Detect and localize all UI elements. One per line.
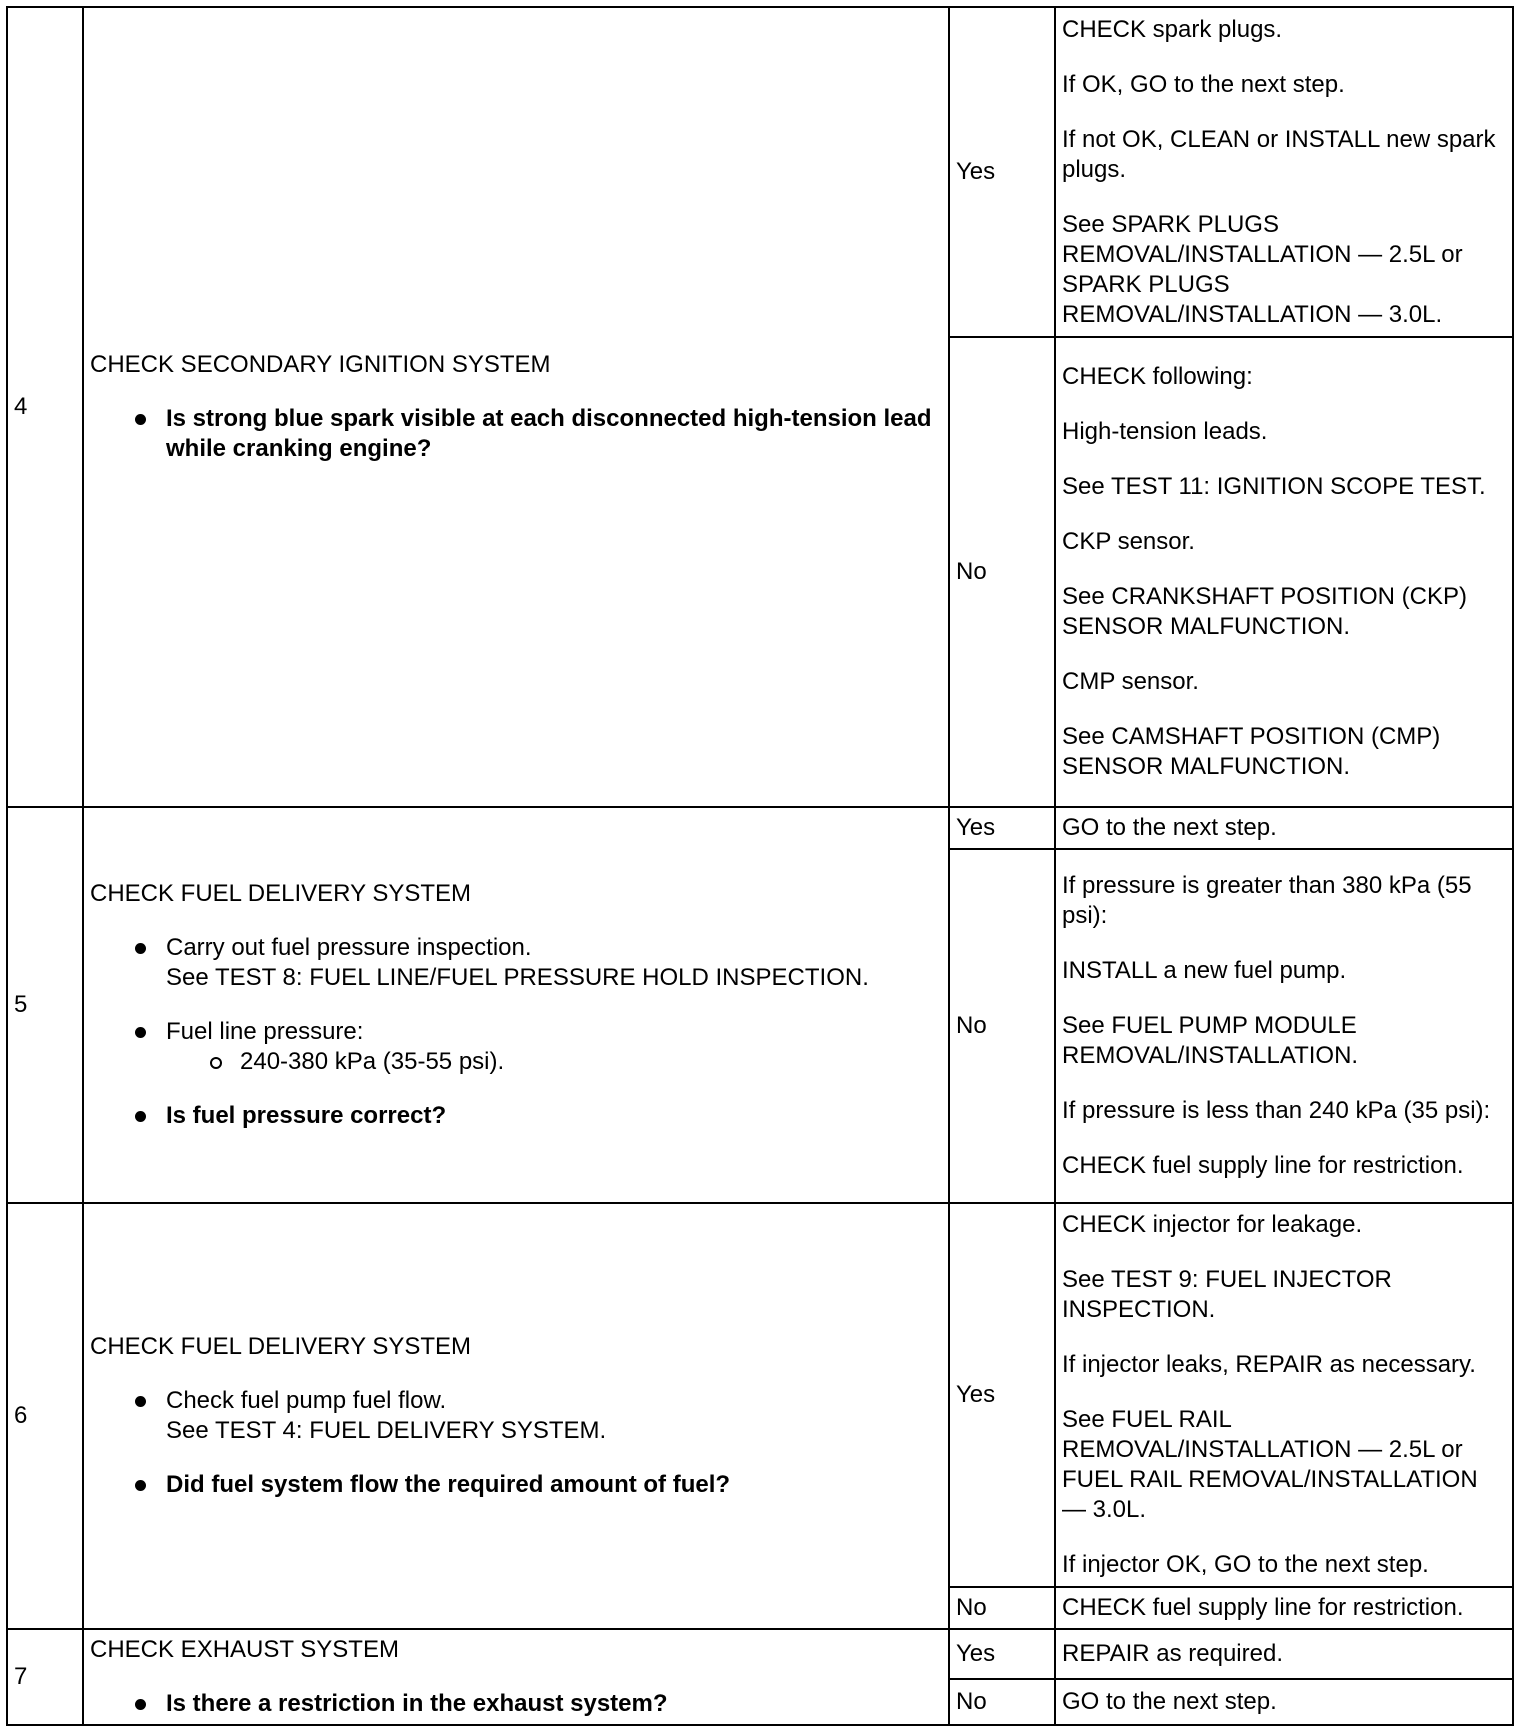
- step-question-cell: [83, 1203, 949, 1629]
- answer-yes: Yes: [949, 1203, 1055, 1587]
- step-heading: CHECK FUEL DELIVERY SYSTEM: [90, 880, 471, 907]
- action-line: See FUEL RAIL REMOVAL/INSTALLATION — 2.5L or FUEL RAIL REMOVAL/INSTALLATION — 3.0L.: [1062, 1406, 1478, 1523]
- action-line: CHECK fuel supply line for restriction.: [1062, 1594, 1464, 1621]
- question-text: Is there a restriction in the exhaust system?: [166, 1690, 668, 1717]
- step-question-cell: [83, 807, 949, 1203]
- reference-note: See TEST 8: FUEL LINE/FUEL PRESSURE HOLD INSPECTION.: [166, 964, 869, 991]
- action-no: [1055, 337, 1513, 807]
- action-line: If pressure is greater than 380 kPa (55 psi):: [1062, 872, 1472, 929]
- answer-yes: Yes: [949, 1629, 1055, 1679]
- action-yes: [1055, 1629, 1513, 1679]
- action-line: CHECK fuel supply line for restriction.: [1062, 1152, 1464, 1179]
- step-number: 4: [7, 7, 83, 807]
- step-number: 6: [7, 1203, 83, 1629]
- action-yes: [1055, 7, 1513, 337]
- action-line: CHECK injector for leakage.: [1062, 1211, 1363, 1238]
- step-question-cell: [83, 7, 949, 807]
- instruction-bullet: [90, 1386, 942, 1416]
- instruction-text: Check fuel pump fuel flow.: [166, 1387, 447, 1414]
- action-no: [1055, 1679, 1513, 1725]
- action-line: GO to the next step.: [1062, 814, 1277, 841]
- bullet-icon: [135, 1396, 146, 1407]
- bullet-icon: [135, 1027, 146, 1038]
- bullet-icon: [135, 943, 146, 954]
- action-line: REPAIR as required.: [1062, 1640, 1283, 1667]
- step-heading: CHECK EXHAUST SYSTEM: [90, 1636, 399, 1663]
- bullet-icon: [135, 414, 146, 425]
- question-bullet: [90, 1689, 942, 1719]
- action-no: [1055, 1587, 1513, 1629]
- diagnostic-table: [6, 6, 1514, 1726]
- instruction-bullet: [90, 1017, 942, 1047]
- action-line: See CRANKSHAFT POSITION (CKP) SENSOR MALFUNCTION.: [1062, 583, 1467, 640]
- action-line: If injector leaks, REPAIR as necessary.: [1062, 1351, 1476, 1378]
- action-line: CMP sensor.: [1062, 668, 1199, 695]
- step-number: 7: [7, 1629, 83, 1725]
- table-row-step-6: [7, 1203, 1513, 1587]
- action-line: See TEST 9: FUEL INJECTOR INSPECTION.: [1062, 1266, 1392, 1323]
- action-line: See SPARK PLUGS REMOVAL/INSTALLATION — 2.5L or SPARK PLUGS REMOVAL/INSTALLATION — 3.0L.: [1062, 210, 1463, 328]
- action-line: High-tension leads.: [1062, 418, 1268, 445]
- action-line: If OK, GO to the next step.: [1062, 70, 1345, 98]
- bullet-icon: [135, 1480, 146, 1491]
- action-line: See TEST 11: IGNITION SCOPE TEST.: [1062, 473, 1486, 500]
- spec-text: 240-380 kPa (35-55 psi).: [240, 1048, 505, 1075]
- instruction-text: Carry out fuel pressure inspection.: [166, 934, 532, 961]
- step-question-cell: [83, 1629, 949, 1725]
- answer-no: No: [949, 849, 1055, 1203]
- action-line: See CAMSHAFT POSITION (CMP) SENSOR MALFUNCTION.: [1062, 723, 1441, 780]
- action-yes: [1055, 807, 1513, 849]
- sub-bullet: [90, 1047, 942, 1077]
- table-row-step-7: [7, 1629, 1513, 1679]
- question-bullet: [90, 1101, 942, 1131]
- step-number: 5: [7, 807, 83, 1203]
- question-bullet: [90, 404, 942, 464]
- answer-yes: Yes: [949, 7, 1055, 337]
- step-heading: CHECK FUEL DELIVERY SYSTEM: [90, 1333, 471, 1360]
- question-text: Did fuel system flow the required amount of fuel?: [166, 1471, 731, 1498]
- question-list: [90, 1017, 942, 1047]
- action-line: CHECK following:: [1062, 363, 1253, 390]
- bullet-icon: [135, 1111, 146, 1122]
- bullet-icon: [135, 1699, 146, 1710]
- action-line: INSTALL a new fuel pump.: [1062, 957, 1347, 984]
- action-no: [1055, 849, 1513, 1203]
- answer-no: No: [949, 1679, 1055, 1725]
- question-list: [90, 933, 942, 963]
- question-list: [90, 1689, 942, 1719]
- action-yes: [1055, 1203, 1513, 1587]
- answer-yes: Yes: [949, 807, 1055, 849]
- question-list: [90, 1386, 942, 1416]
- instruction-bullet: [90, 933, 942, 963]
- question-list: [90, 1101, 942, 1131]
- instruction-text: Fuel line pressure:: [166, 1018, 364, 1045]
- question-bullet: [90, 1470, 942, 1500]
- action-line: CHECK spark plugs.: [1062, 15, 1283, 43]
- action-line: GO to the next step.: [1062, 1688, 1277, 1715]
- table-row-step-5: [7, 807, 1513, 849]
- reference-note: See TEST 4: FUEL DELIVERY SYSTEM.: [166, 1417, 607, 1444]
- question-list: [90, 404, 942, 464]
- step-heading: CHECK SECONDARY IGNITION SYSTEM: [90, 351, 551, 378]
- answer-no: No: [949, 337, 1055, 807]
- action-line: If not OK, CLEAN or INSTALL new spark plugs.: [1062, 125, 1496, 183]
- answer-no: No: [949, 1587, 1055, 1629]
- action-line: See FUEL PUMP MODULE REMOVAL/INSTALLATION.: [1062, 1012, 1359, 1069]
- question-text: Is strong blue spark visible at each disconnected high-tension lead while cranking engine?: [166, 405, 932, 462]
- circle-bullet-icon: [210, 1057, 222, 1069]
- action-line: CKP sensor.: [1062, 528, 1195, 555]
- action-line: If injector OK, GO to the next step.: [1062, 1551, 1429, 1578]
- action-line: If pressure is less than 240 kPa (35 psi):: [1062, 1097, 1491, 1124]
- question-text: Is fuel pressure correct?: [166, 1102, 447, 1129]
- table-row-step-4: [7, 7, 1513, 337]
- question-list: [90, 1470, 942, 1500]
